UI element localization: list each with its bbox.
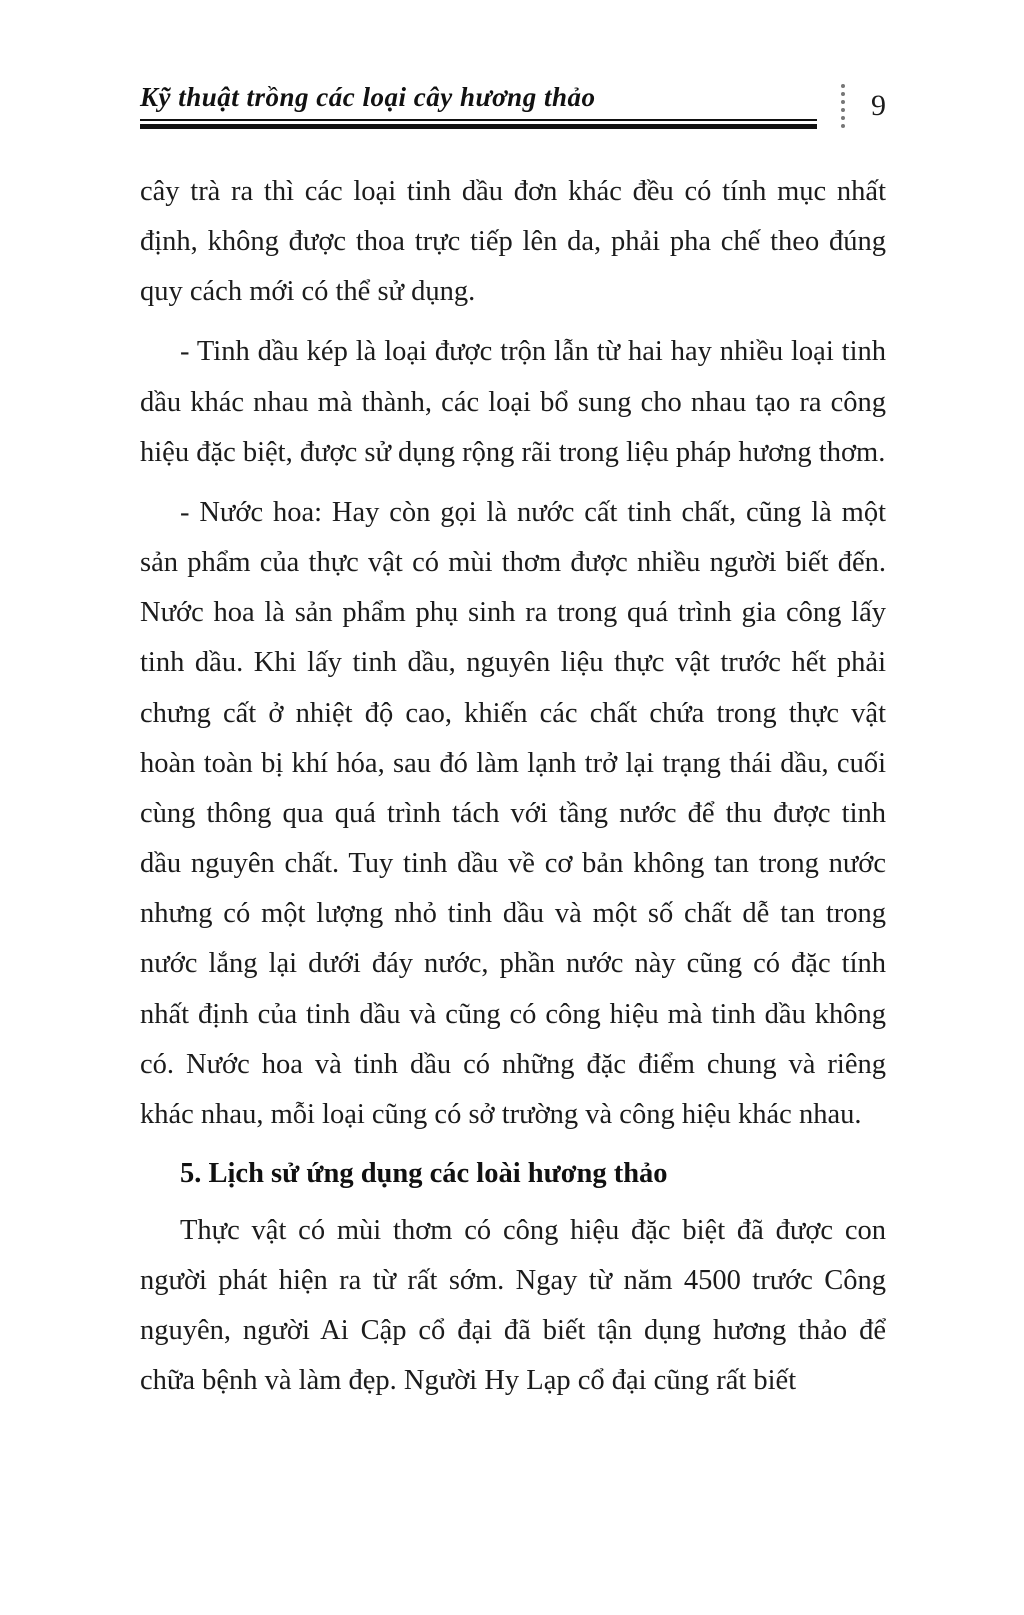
page-body bbox=[140, 167, 886, 1407]
header-dotted-separator bbox=[841, 84, 845, 128]
page-number: 9 bbox=[871, 89, 886, 122]
header-rule-thin bbox=[140, 119, 817, 121]
body-paragraph: Thực vật có mùi thơm có công hiệu đặc biệt đã được con người phát hiện ra từ rất sớm. Ngay từ năm 4500 trước Công nguyên, người Ai Cập cổ đại đã biết tận dụng hương thảo để chữa bệnh và làm đẹp. Người Hy Lạp cổ đại cũng rất biết bbox=[140, 1214, 886, 1397]
body-paragraph: - Nước hoa: Hay còn gọi là nước cất tinh chất, cũng là một sản phẩm của thực vật có mùi thơm được nhiều người biết đến. Nước hoa là sản phẩm phụ sinh ra trong quá trình gia công lấy tinh dầu. Khi lấy tinh dầu, nguyên liệu thực vật trước hết phải chưng cất ở nhiệt độ cao, khiến các chất chứa trong thực vật hoàn toàn bị khí hóa, sau đó làm lạnh trở lại trạng thái dầu, cuối cùng thông qua quá trình tách với tầng nước để thu được tinh dầu nguyên chất. Tuy tinh dầu về cơ bản không tan trong nước nhưng có một lượng nhỏ tinh dầu và một số chất dễ tan trong nước lắng lại dưới đáy nước, phần nước này cũng có đặc tính nhất định của tinh dầu và cũng có công hiệu mà tinh dầu không có. Nước hoa và tinh dầu có những đặc điểm chung và riêng khác nhau, mỗi loại cũng có sở trường và công hiệu khác nhau. bbox=[140, 496, 886, 1130]
body-paragraph: - Tinh dầu kép là loại được trộn lẫn từ hai hay nhiều loại tinh dầu khác nhau mà thành, các loại bổ sung cho nhau tạo ra công hiệu đặc biệt, được sử dụng rộng rãi trong liệu pháp hương thơm. bbox=[140, 336, 886, 468]
running-header-title: Kỹ thuật trồng các loại cây hương thảo bbox=[140, 82, 596, 112]
body-paragraph: cây trà ra thì các loại tinh dầu đơn khác đều có tính mục nhất định, không được thoa trực tiếp lên da, phải pha chế theo đúng quy cách mới có thể sử dụng. bbox=[140, 176, 886, 308]
page-header bbox=[140, 82, 886, 129]
header-rule-thick bbox=[140, 124, 817, 129]
header-title-block bbox=[140, 82, 835, 129]
section-heading: 5. Lịch sử ứng dụng các loài hương thảo bbox=[180, 1157, 668, 1189]
